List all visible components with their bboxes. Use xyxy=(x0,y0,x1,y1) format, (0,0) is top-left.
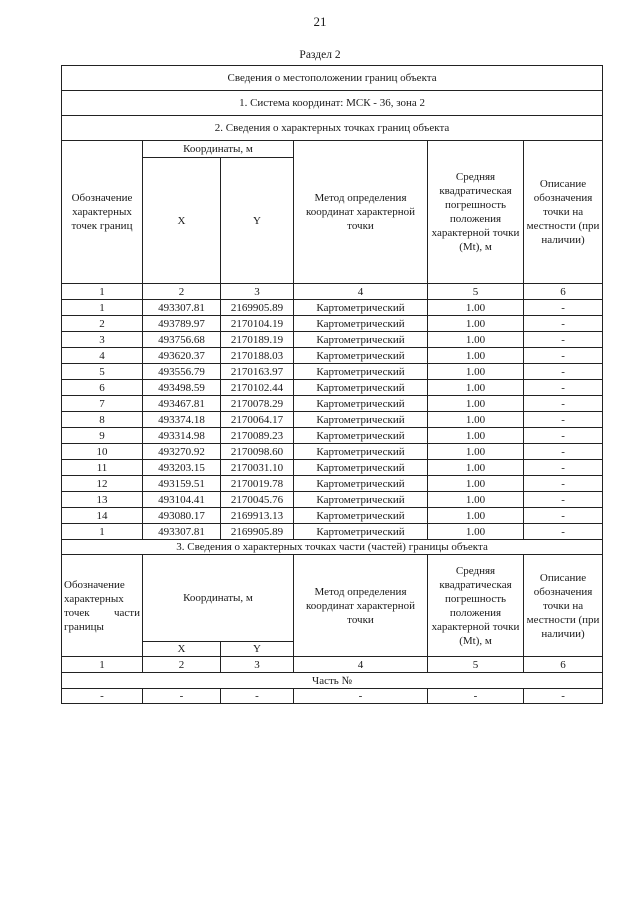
method-cell: Картометрический xyxy=(294,380,428,396)
coord-x-cell: 493270.92 xyxy=(143,444,221,460)
point-number-cell: 1 xyxy=(62,300,143,316)
coord-y-cell: 2170102.44 xyxy=(221,380,294,396)
coord-y-cell: 2170104.19 xyxy=(221,316,294,332)
empty-cell: - xyxy=(428,689,524,704)
coord-x-cell: 493104.41 xyxy=(143,492,221,508)
error-cell: 1.00 xyxy=(428,444,524,460)
description-cell: - xyxy=(524,428,603,444)
coord-y-cell: 2169913.13 xyxy=(221,508,294,524)
table-row xyxy=(62,412,603,428)
table-title-row xyxy=(62,66,603,91)
method-cell: Картометрический xyxy=(294,492,428,508)
point-number-cell: 5 xyxy=(62,364,143,380)
point-number-cell: 12 xyxy=(62,476,143,492)
error-cell: 1.00 xyxy=(428,316,524,332)
header3-x: X xyxy=(143,642,221,657)
empty-cell: - xyxy=(294,689,428,704)
method-cell: Картометрический xyxy=(294,524,428,540)
coord-y-cell: 2169905.89 xyxy=(221,300,294,316)
header3-y: Y xyxy=(221,642,294,657)
table-title: Сведения о местоположении границ объекта xyxy=(62,66,603,91)
table-row xyxy=(62,460,603,476)
method-cell: Картометрический xyxy=(294,508,428,524)
table-row xyxy=(62,300,603,316)
coord-x-cell: 493620.37 xyxy=(143,348,221,364)
header-x: X xyxy=(143,158,221,284)
method-cell: Картометрический xyxy=(294,444,428,460)
coord-x-cell: 493789.97 xyxy=(143,316,221,332)
coord-x-cell: 493080.17 xyxy=(143,508,221,524)
empty-cell: - xyxy=(524,689,603,704)
header3-error: Средняя квадратическая погрешность положения характерной точки (Mt), м xyxy=(428,555,524,657)
error-cell: 1.00 xyxy=(428,492,524,508)
header3-method: Метод определения координат характерной точки xyxy=(294,555,428,657)
column-index: 2 xyxy=(143,284,221,300)
header-y: Y xyxy=(221,158,294,284)
method-cell: Картометрический xyxy=(294,396,428,412)
coord-x-cell: 493314.98 xyxy=(143,428,221,444)
point-number-cell: 3 xyxy=(62,332,143,348)
empty-row xyxy=(62,689,603,704)
empty-cell: - xyxy=(62,689,143,704)
table-row xyxy=(62,316,603,332)
point-number-cell: 2 xyxy=(62,316,143,332)
point-number-cell: 10 xyxy=(62,444,143,460)
coord-y-cell: 2170045.76 xyxy=(221,492,294,508)
column-index3: 1 xyxy=(62,657,143,673)
header-coords: Координаты, м xyxy=(143,141,294,158)
header-error: Средняя квадратическая погрешность положения характерной точки (Mt), м xyxy=(428,141,524,284)
table-row xyxy=(62,444,603,460)
method-cell: Картометрический xyxy=(294,476,428,492)
header-method: Метод определения координат характерной точки xyxy=(294,141,428,284)
point-number-cell: 11 xyxy=(62,460,143,476)
column-index: 4 xyxy=(294,284,428,300)
error-cell: 1.00 xyxy=(428,476,524,492)
column-index3: 4 xyxy=(294,657,428,673)
column-index: 6 xyxy=(524,284,603,300)
coord-x-cell: 493374.18 xyxy=(143,412,221,428)
table-row xyxy=(62,508,603,524)
column-index3: 6 xyxy=(524,657,603,673)
coord-y-cell: 2170031.10 xyxy=(221,460,294,476)
table-row xyxy=(62,364,603,380)
method-cell: Картометрический xyxy=(294,428,428,444)
coord-x-cell: 493556.79 xyxy=(143,364,221,380)
error-cell: 1.00 xyxy=(428,300,524,316)
description-cell: - xyxy=(524,508,603,524)
error-cell: 1.00 xyxy=(428,524,524,540)
coord-y-cell: 2170064.17 xyxy=(221,412,294,428)
error-cell: 1.00 xyxy=(428,332,524,348)
description-cell: - xyxy=(524,364,603,380)
description-cell: - xyxy=(524,396,603,412)
method-cell: Картометрический xyxy=(294,460,428,476)
description-cell: - xyxy=(524,380,603,396)
column-index: 1 xyxy=(62,284,143,300)
point-number-cell: 6 xyxy=(62,380,143,396)
coord-y-cell: 2170098.60 xyxy=(221,444,294,460)
point-number-cell: 1 xyxy=(62,524,143,540)
coord-y-cell: 2170078.29 xyxy=(221,396,294,412)
table-row xyxy=(62,524,603,540)
point-number-cell: 13 xyxy=(62,492,143,508)
empty-cell: - xyxy=(143,689,221,704)
table-row xyxy=(62,348,603,364)
description-cell: - xyxy=(524,492,603,508)
point-number-cell: 9 xyxy=(62,428,143,444)
coord-y-cell: 2170189.19 xyxy=(221,332,294,348)
header-point-label: Обозначение характерных точек границ xyxy=(62,141,143,284)
coord-y-cell: 2170188.03 xyxy=(221,348,294,364)
coord-x-cell: 493467.81 xyxy=(143,396,221,412)
section2-title-row xyxy=(62,116,603,141)
method-cell: Картометрический xyxy=(294,332,428,348)
error-cell: 1.00 xyxy=(428,396,524,412)
table-row xyxy=(62,428,603,444)
description-cell: - xyxy=(524,412,603,428)
method-cell: Картометрический xyxy=(294,412,428,428)
description-cell: - xyxy=(524,444,603,460)
method-cell: Картометрический xyxy=(294,348,428,364)
error-cell: 1.00 xyxy=(428,460,524,476)
coord-y-cell: 2170019.78 xyxy=(221,476,294,492)
page-number: 21 xyxy=(313,14,327,29)
boundary-table xyxy=(61,65,603,704)
coord-x-cell: 493307.81 xyxy=(143,524,221,540)
column-index3: 5 xyxy=(428,657,524,673)
coord-x-cell: 493498.59 xyxy=(143,380,221,396)
part-label: Часть № xyxy=(62,673,603,689)
section-title: Раздел 2 xyxy=(299,49,341,61)
column-index3-row xyxy=(62,657,603,673)
error-cell: 1.00 xyxy=(428,364,524,380)
point-number-cell: 4 xyxy=(62,348,143,364)
error-cell: 1.00 xyxy=(428,428,524,444)
header3-point-label-text: Обозначение характерных точек части границы xyxy=(64,578,140,633)
coord-y-cell: 2170163.97 xyxy=(221,364,294,380)
table-row xyxy=(62,476,603,492)
description-cell: - xyxy=(524,300,603,316)
table-row xyxy=(62,396,603,412)
column-index3: 2 xyxy=(143,657,221,673)
coord-y-cell: 2169905.89 xyxy=(221,524,294,540)
empty-cell: - xyxy=(221,689,294,704)
column-index: 3 xyxy=(221,284,294,300)
error-cell: 1.00 xyxy=(428,508,524,524)
section2-title: 2. Сведения о характерных точках границ объекта xyxy=(62,116,603,141)
error-cell: 1.00 xyxy=(428,412,524,428)
description-cell: - xyxy=(524,316,603,332)
section3-title-row xyxy=(62,540,603,555)
table-row xyxy=(62,380,603,396)
description-cell: - xyxy=(524,460,603,476)
description-cell: - xyxy=(524,348,603,364)
point-number-cell: 14 xyxy=(62,508,143,524)
point-number-cell: 8 xyxy=(62,412,143,428)
column-index: 5 xyxy=(428,284,524,300)
header3-coords: Координаты, м xyxy=(143,555,294,642)
coord-y-cell: 2170089.23 xyxy=(221,428,294,444)
description-cell: - xyxy=(524,332,603,348)
header-description: Описание обозначения точки на местности (при наличии) xyxy=(524,141,603,284)
coord-system: 1. Система координат: МСК - 36, зона 2 xyxy=(62,91,603,116)
part-label-row xyxy=(62,673,603,689)
coord-x-cell: 493307.81 xyxy=(143,300,221,316)
point-number-cell: 7 xyxy=(62,396,143,412)
coord-x-cell: 493756.68 xyxy=(143,332,221,348)
error-cell: 1.00 xyxy=(428,380,524,396)
column-index3: 3 xyxy=(221,657,294,673)
method-cell: Картометрический xyxy=(294,364,428,380)
method-cell: Картометрический xyxy=(294,316,428,332)
error-cell: 1.00 xyxy=(428,348,524,364)
method-cell: Картометрический xyxy=(294,300,428,316)
coord-x-cell: 493159.51 xyxy=(143,476,221,492)
description-cell: - xyxy=(524,476,603,492)
coord-system-row xyxy=(62,91,603,116)
section3-title: 3. Сведения о характерных точках части (частей) границы объекта xyxy=(62,540,603,555)
column-index-row xyxy=(62,284,603,300)
header3-point-label xyxy=(62,555,143,657)
header3-description: Описание обозначения точки на местности (при наличии) xyxy=(524,555,603,657)
header-row-1 xyxy=(62,141,603,158)
coord-x-cell: 493203.15 xyxy=(143,460,221,476)
table-row xyxy=(62,332,603,348)
description-cell: - xyxy=(524,524,603,540)
header3-row-1 xyxy=(62,555,603,642)
table-row xyxy=(62,492,603,508)
